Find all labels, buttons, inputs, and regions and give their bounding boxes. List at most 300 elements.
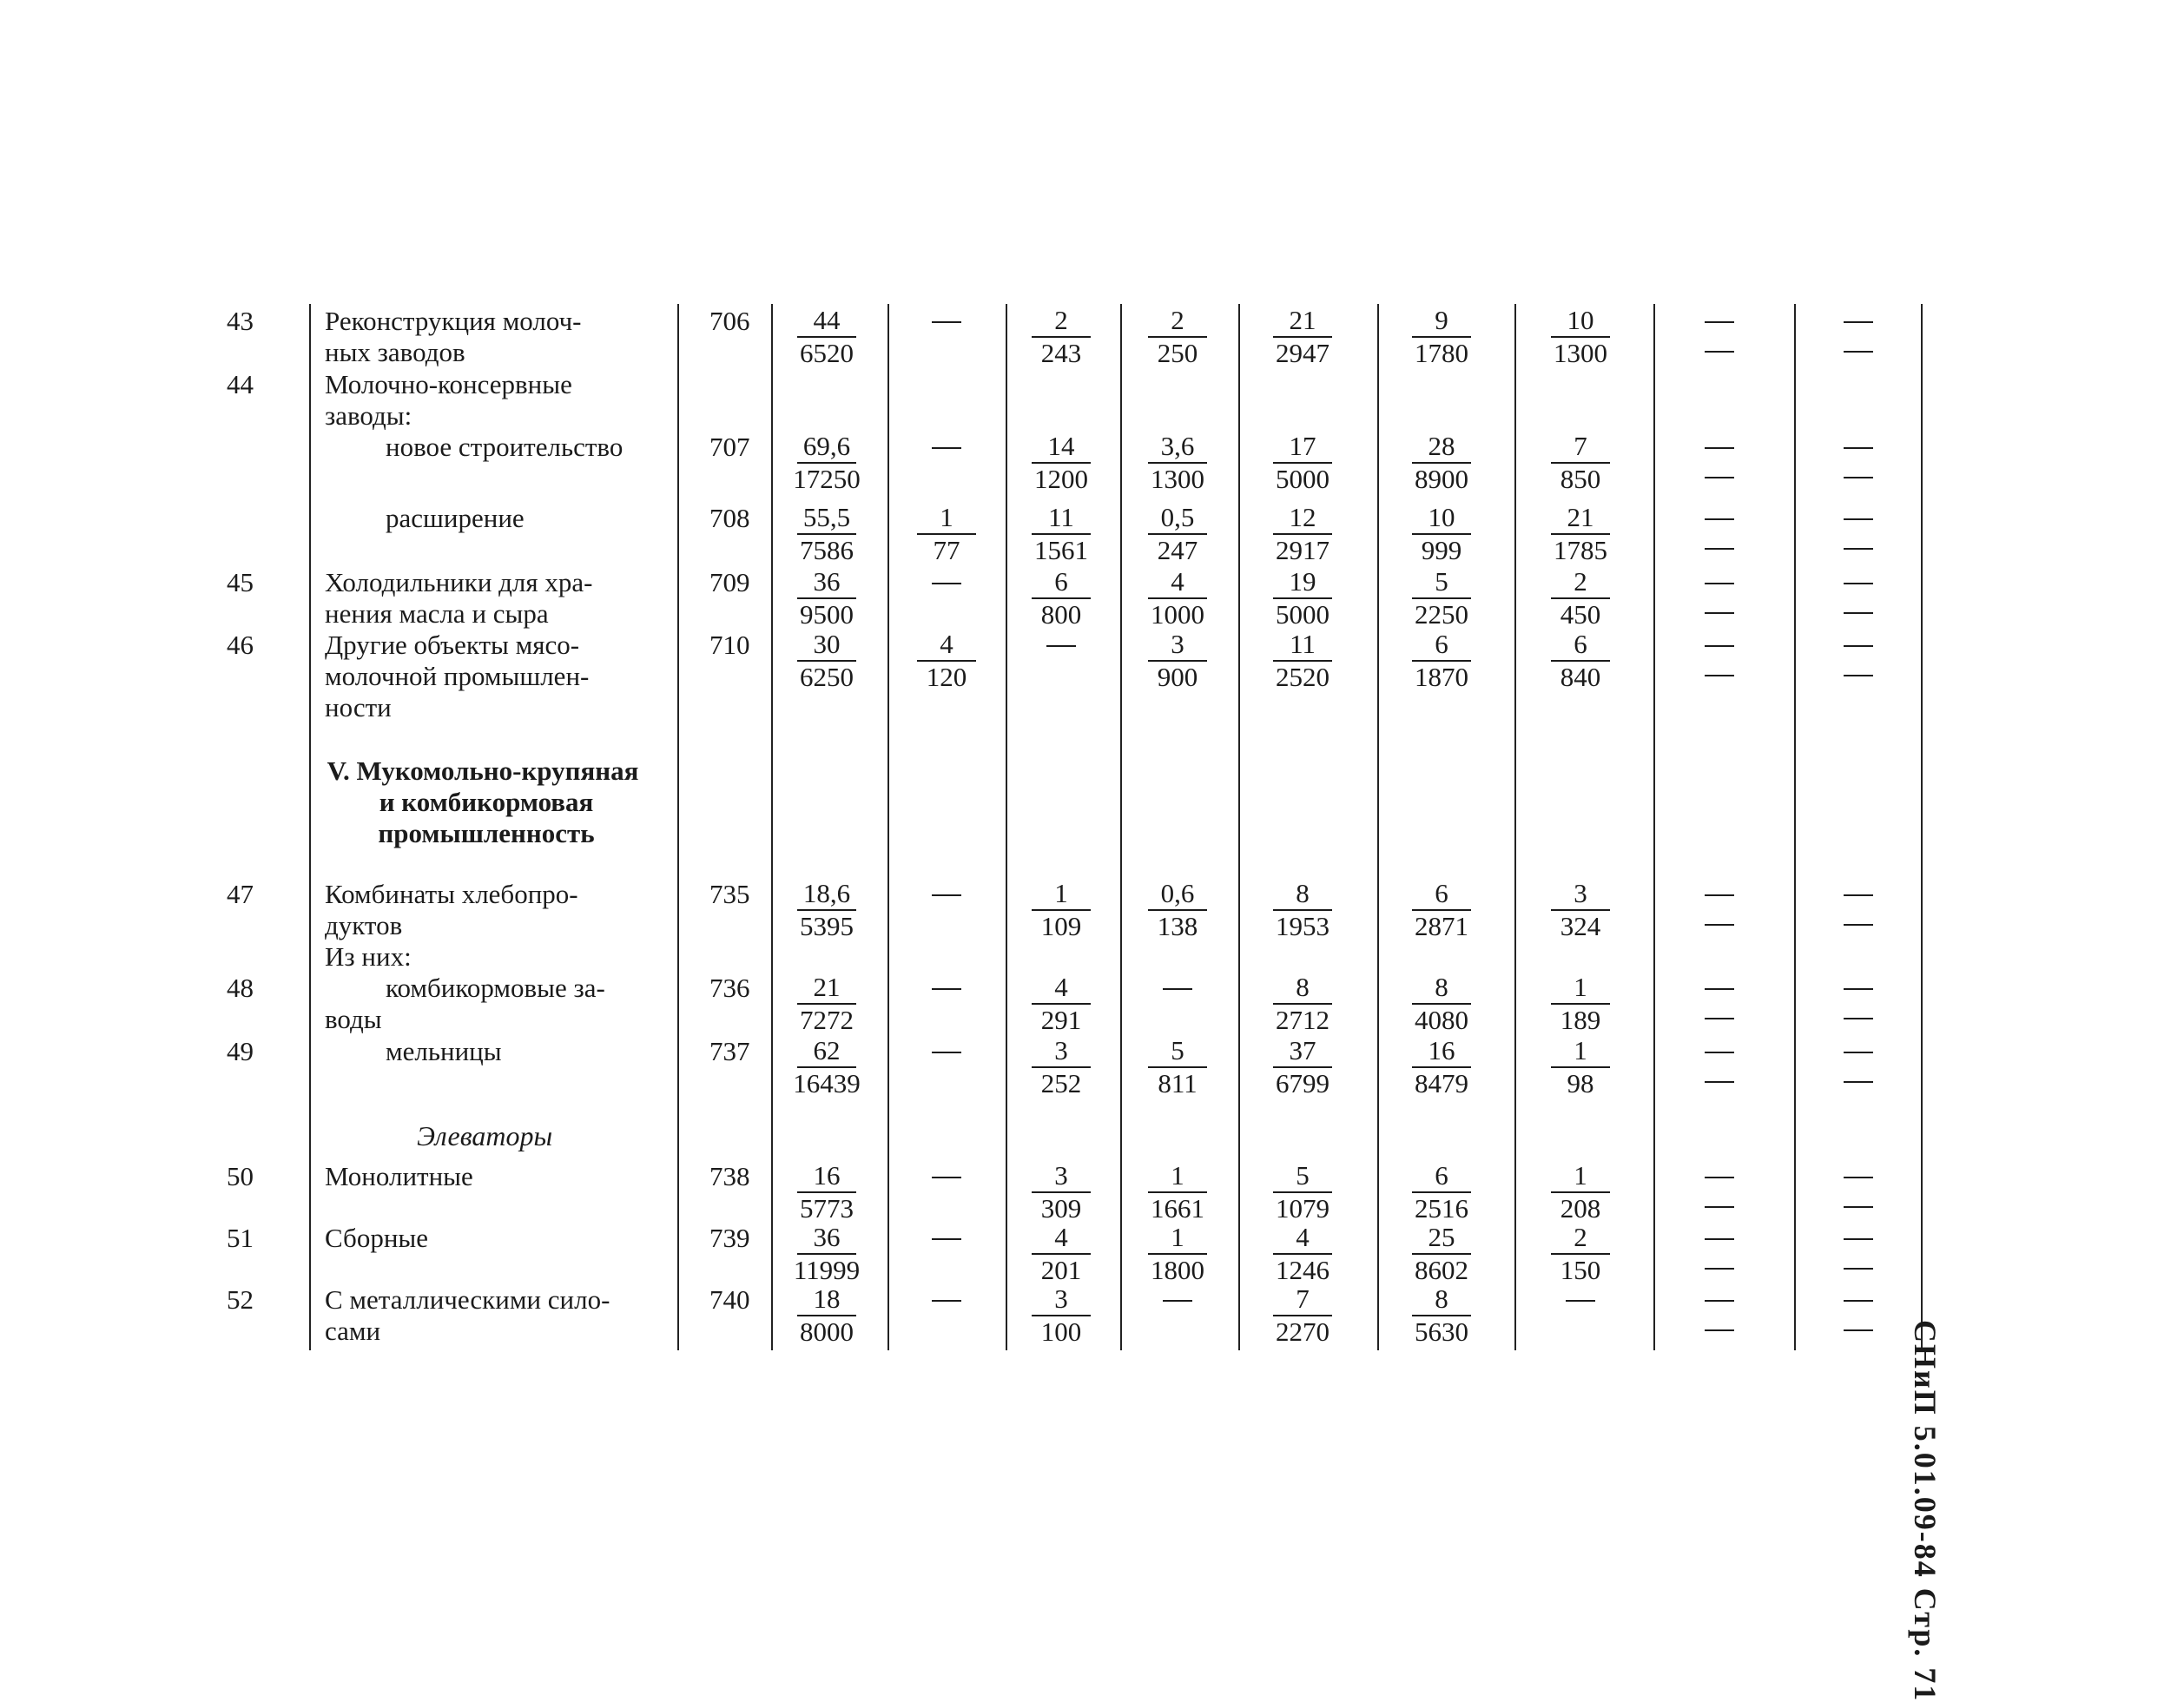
denominator: 324 (1560, 911, 1601, 941)
dash-cell (1705, 1300, 1734, 1302)
dash-cell (1705, 1206, 1734, 1208)
row-code: 706 (709, 306, 750, 336)
fraction-cell (1250, 567, 1355, 630)
numerator: 55,5 (802, 502, 851, 532)
dash-cell (1705, 548, 1734, 550)
denominator: 999 (1421, 535, 1462, 565)
denominator: 2270 (1276, 1316, 1330, 1347)
dash-cell (1705, 612, 1734, 614)
numerator: 17 (1289, 431, 1316, 461)
denominator: 850 (1560, 464, 1601, 494)
row-number: 52 (227, 1284, 254, 1315)
numerator: 6 (1054, 566, 1068, 597)
denominator: 252 (1040, 1068, 1082, 1098)
denominator: 450 (1560, 599, 1601, 630)
fraction-cell (1389, 1036, 1494, 1098)
dash-cell (1844, 894, 1873, 896)
row-label: нения масла и сыра (325, 598, 549, 629)
dash-cell (1705, 988, 1734, 990)
denominator: 5000 (1276, 599, 1330, 630)
fraction-cell (1250, 306, 1355, 368)
dash-cell (1844, 447, 1873, 449)
fraction-cell (894, 630, 999, 692)
dash-cell (1705, 1268, 1734, 1270)
dash-cell (1844, 612, 1873, 614)
numerator: 2 (1054, 305, 1068, 335)
fraction-cell (1250, 503, 1355, 565)
dash-cell (1844, 1018, 1873, 1019)
dash-cell (1705, 583, 1734, 584)
fraction-cell (1528, 879, 1633, 941)
numerator: 9 (1435, 305, 1448, 335)
denominator: 16439 (793, 1068, 861, 1098)
denominator: 8000 (800, 1316, 854, 1347)
fraction-cell (1528, 503, 1633, 565)
dash-cell (1844, 351, 1873, 353)
numerator: 37 (1289, 1035, 1316, 1065)
denominator: 138 (1157, 911, 1198, 941)
dash-cell (1844, 675, 1873, 676)
fraction-cell (775, 630, 879, 692)
dash-cell (932, 447, 961, 449)
fraction-cell (775, 567, 879, 630)
denominator: 9500 (800, 599, 854, 630)
dash-cell (1163, 1300, 1192, 1302)
fraction-cell (1125, 503, 1230, 565)
fraction-cell (1528, 1036, 1633, 1098)
fraction-cell (1009, 879, 1113, 941)
column-rule (677, 304, 679, 1350)
dash-cell (1705, 675, 1734, 676)
column-rule (309, 304, 311, 1350)
dash-cell (1844, 988, 1873, 990)
denominator: 1870 (1415, 662, 1468, 692)
row-label: Из них: (325, 941, 412, 972)
row-code: 710 (709, 630, 750, 660)
denominator: 77 (933, 535, 960, 565)
denominator: 6250 (800, 662, 854, 692)
denominator: 5773 (800, 1193, 854, 1224)
dash-cell (1705, 447, 1734, 449)
subheading: Элеваторы (417, 1120, 553, 1151)
numerator: 3 (1054, 1035, 1068, 1065)
row-label: воды (325, 1004, 382, 1034)
denominator: 8900 (1415, 464, 1468, 494)
fraction-cell (1125, 306, 1230, 368)
fraction-cell (1389, 567, 1494, 630)
row-code: 739 (709, 1223, 750, 1253)
section-heading: V. Мукомольно-крупяная (327, 755, 639, 786)
denominator: 243 (1040, 338, 1082, 368)
denominator: 1079 (1276, 1193, 1330, 1224)
numerator: 11 (1048, 502, 1074, 532)
dash-cell (1844, 1329, 1873, 1331)
dash-cell (1705, 1329, 1734, 1331)
dash-cell (1844, 1206, 1873, 1208)
denominator: 1300 (1151, 464, 1204, 494)
row-label: ности (325, 692, 392, 722)
numerator: 3 (1171, 629, 1184, 659)
row-label: комбикормовые за- (386, 973, 605, 1003)
numerator: 6 (1574, 629, 1587, 659)
fraction-cell (1125, 630, 1230, 692)
numerator: 6 (1435, 629, 1448, 659)
numerator: 2 (1574, 566, 1587, 597)
row-label: Молочно-консервные (325, 369, 572, 399)
fraction-cell (1009, 1223, 1113, 1285)
column-rule (1006, 304, 1007, 1350)
row-code: 740 (709, 1284, 750, 1315)
section-heading: промышленность (378, 818, 595, 848)
dash-cell (1705, 1081, 1734, 1083)
numerator: 0,5 (1160, 502, 1195, 532)
fraction-cell (1389, 630, 1494, 692)
fraction-cell (1528, 630, 1633, 692)
denominator: 1780 (1415, 338, 1468, 368)
numerator: 6 (1435, 1160, 1448, 1191)
numerator: 3,6 (1160, 431, 1195, 461)
dash-cell (1705, 1018, 1734, 1019)
numerator: 3 (1574, 878, 1587, 908)
dash-cell (1844, 321, 1873, 323)
dash-cell (932, 988, 961, 990)
numerator: 44 (813, 305, 841, 335)
denominator: 1300 (1554, 338, 1607, 368)
fraction-cell (1009, 432, 1113, 494)
row-label: молочной промышлен- (325, 661, 590, 691)
numerator: 16 (1428, 1035, 1455, 1065)
denominator: 1661 (1151, 1193, 1204, 1224)
fraction-cell (1250, 1036, 1355, 1098)
denominator: 900 (1157, 662, 1198, 692)
dash-cell (1705, 518, 1734, 520)
fraction-cell (1528, 1223, 1633, 1285)
row-code: 709 (709, 567, 750, 597)
row-label: Комбинаты хлебопро- (325, 879, 578, 909)
numerator: 62 (813, 1035, 841, 1065)
row-label: дуктов (325, 910, 403, 940)
dash-cell (1844, 924, 1873, 926)
numerator: 25 (1428, 1222, 1455, 1252)
fraction-cell (1389, 1161, 1494, 1224)
numerator: 10 (1428, 502, 1455, 532)
denominator: 5395 (800, 911, 854, 941)
dash-cell (1163, 988, 1192, 990)
numerator: 21 (1289, 305, 1316, 335)
dash-cell (1844, 1300, 1873, 1302)
dash-cell (932, 1052, 961, 1053)
numerator: 0,6 (1160, 878, 1195, 908)
row-number: 43 (227, 306, 254, 336)
dash-cell (1844, 1268, 1873, 1270)
denominator: 840 (1560, 662, 1601, 692)
row-number: 49 (227, 1036, 254, 1066)
column-rule (771, 304, 773, 1350)
denominator: 201 (1040, 1255, 1082, 1285)
row-label: ных заводов (325, 337, 465, 367)
row-code: 737 (709, 1036, 750, 1066)
numerator: 69,6 (802, 431, 851, 461)
dash-cell (1844, 1177, 1873, 1178)
fraction-cell (1528, 432, 1633, 494)
dash-cell (1844, 1238, 1873, 1240)
fraction-cell (775, 503, 879, 565)
dash-cell (932, 1177, 961, 1178)
denominator: 1800 (1151, 1255, 1204, 1285)
row-label: новое строительство (386, 432, 624, 462)
denominator: 4080 (1415, 1005, 1468, 1035)
numerator: 28 (1428, 431, 1455, 461)
numerator: 7 (1296, 1283, 1310, 1314)
fraction-cell (1250, 1223, 1355, 1285)
numerator: 14 (1047, 431, 1075, 461)
row-label: расширение (386, 503, 525, 533)
fraction-cell (1389, 879, 1494, 941)
row-code: 738 (709, 1161, 750, 1191)
numerator: 1 (1574, 1160, 1587, 1191)
denominator: 1785 (1554, 535, 1607, 565)
dash-cell (1705, 645, 1734, 647)
numerator: 2 (1171, 305, 1184, 335)
denominator: 98 (1567, 1068, 1594, 1098)
denominator: 2250 (1415, 599, 1468, 630)
denominator: 2520 (1276, 662, 1330, 692)
numerator: 3 (1054, 1160, 1068, 1191)
column-rule (1514, 304, 1516, 1350)
numerator: 1 (940, 502, 953, 532)
fraction-cell (1389, 306, 1494, 368)
row-code: 735 (709, 879, 750, 909)
fraction-cell (775, 1036, 879, 1098)
denominator: 1000 (1151, 599, 1204, 630)
numerator: 4 (1054, 972, 1068, 1002)
fraction-cell (1125, 879, 1230, 941)
numerator: 5 (1435, 566, 1448, 597)
denominator: 8602 (1415, 1255, 1468, 1285)
numerator: 7 (1574, 431, 1587, 461)
numerator: 19 (1289, 566, 1316, 597)
denominator: 1953 (1276, 911, 1330, 941)
row-label: С металлическими сило- (325, 1284, 610, 1315)
denominator: 2871 (1415, 911, 1468, 941)
fraction-cell (1389, 1223, 1494, 1285)
numerator: 4 (1171, 566, 1184, 597)
numerator: 21 (1567, 502, 1594, 532)
fraction-cell (1250, 630, 1355, 692)
numerator: 8 (1435, 972, 1448, 1002)
denominator: 2917 (1276, 535, 1330, 565)
row-code: 736 (709, 973, 750, 1003)
fraction-cell (1009, 567, 1113, 630)
column-rule (1377, 304, 1379, 1350)
dash-cell (1844, 645, 1873, 647)
fraction-cell (775, 1284, 879, 1347)
dash-cell (1046, 645, 1076, 647)
fraction-cell (1389, 1284, 1494, 1347)
row-number: 50 (227, 1161, 254, 1191)
row-label: Монолитные (325, 1161, 473, 1191)
column-rule (887, 304, 889, 1350)
denominator: 5630 (1415, 1316, 1468, 1347)
denominator: 2712 (1276, 1005, 1330, 1035)
denominator: 189 (1560, 1005, 1601, 1035)
numerator: 1 (1574, 972, 1587, 1002)
dash-cell (932, 321, 961, 323)
numerator: 36 (813, 1222, 841, 1252)
denominator: 208 (1560, 1193, 1601, 1224)
numerator: 4 (940, 629, 953, 659)
fraction-cell (894, 503, 999, 565)
row-code: 707 (709, 432, 750, 462)
column-rule (1120, 304, 1122, 1350)
row-number: 51 (227, 1223, 254, 1253)
fraction-cell (1125, 567, 1230, 630)
dash-cell (932, 583, 961, 584)
fraction-cell (1250, 432, 1355, 494)
numerator: 36 (813, 566, 841, 597)
denominator: 1561 (1034, 535, 1088, 565)
dash-cell (1566, 1300, 1595, 1302)
row-label: заводы: (325, 400, 412, 431)
row-code: 708 (709, 503, 750, 533)
fraction-cell (1389, 503, 1494, 565)
numerator: 1 (1574, 1035, 1587, 1065)
numerator: 10 (1567, 305, 1594, 335)
fraction-cell (1125, 1223, 1230, 1285)
dash-cell (1705, 1177, 1734, 1178)
dash-cell (1705, 1238, 1734, 1240)
row-number: 44 (227, 369, 254, 399)
dash-cell (1844, 477, 1873, 478)
column-rule (1653, 304, 1655, 1350)
denominator: 6520 (800, 338, 854, 368)
side-caption: СНиП 5.01.09-84 Стр. 71 (1908, 1320, 1943, 1702)
numerator: 6 (1435, 878, 1448, 908)
denominator: 250 (1157, 338, 1198, 368)
denominator: 5000 (1276, 464, 1330, 494)
denominator: 2516 (1415, 1193, 1468, 1224)
column-rule (1794, 304, 1796, 1350)
denominator: 100 (1040, 1316, 1082, 1347)
denominator: 7272 (800, 1005, 854, 1035)
fraction-cell (1125, 432, 1230, 494)
row-number: 46 (227, 630, 254, 660)
fraction-cell (1125, 1161, 1230, 1224)
denominator: 291 (1040, 1005, 1082, 1035)
fraction-cell (1389, 432, 1494, 494)
fraction-cell (1250, 973, 1355, 1035)
dash-cell (1844, 548, 1873, 550)
row-label: мельницы (386, 1036, 502, 1066)
denominator: 120 (926, 662, 967, 692)
numerator: 30 (813, 629, 841, 659)
denominator: 2947 (1276, 338, 1330, 368)
dash-cell (1844, 518, 1873, 520)
fraction-cell (1528, 1161, 1633, 1224)
numerator: 21 (813, 972, 841, 1002)
denominator: 8479 (1415, 1068, 1468, 1098)
denominator: 309 (1040, 1193, 1082, 1224)
fraction-cell (1528, 567, 1633, 630)
numerator: 4 (1296, 1222, 1310, 1252)
numerator: 2 (1574, 1222, 1587, 1252)
numerator: 1 (1171, 1160, 1184, 1191)
row-label: Реконструкция молоч- (325, 306, 582, 336)
column-rule (1921, 304, 1923, 1350)
denominator: 800 (1040, 599, 1082, 630)
column-rule (1238, 304, 1240, 1350)
numerator: 8 (1296, 878, 1310, 908)
dash-cell (1844, 1052, 1873, 1053)
numerator: 1 (1171, 1222, 1184, 1252)
denominator: 150 (1560, 1255, 1601, 1285)
numerator: 4 (1054, 1222, 1068, 1252)
denominator: 247 (1157, 535, 1198, 565)
fraction-cell (775, 1161, 879, 1224)
dash-cell (1705, 351, 1734, 353)
dash-cell (932, 1238, 961, 1240)
numerator: 11 (1290, 629, 1316, 659)
numerator: 5 (1171, 1035, 1184, 1065)
numerator: 16 (813, 1160, 841, 1191)
dash-cell (1705, 894, 1734, 896)
fraction-cell (775, 973, 879, 1035)
denominator: 811 (1158, 1068, 1198, 1098)
fraction-cell (1528, 973, 1633, 1035)
dash-cell (1705, 924, 1734, 926)
denominator: 7586 (800, 535, 854, 565)
row-label: Другие объекты мясо- (325, 630, 580, 660)
fraction-cell (775, 879, 879, 941)
dash-cell (1844, 1081, 1873, 1083)
numerator: 1 (1054, 878, 1068, 908)
fraction-cell (1250, 1284, 1355, 1347)
dash-cell (1844, 583, 1873, 584)
numerator: 12 (1289, 502, 1316, 532)
fraction-cell (1125, 1036, 1230, 1098)
numerator: 18 (813, 1283, 841, 1314)
denominator: 109 (1040, 911, 1082, 941)
numerator: 3 (1054, 1283, 1068, 1314)
row-label: Холодильники для хра- (325, 567, 593, 597)
section-heading: и комбикормовая (379, 787, 594, 817)
dash-cell (1705, 477, 1734, 478)
fraction-cell (1009, 1161, 1113, 1224)
fraction-cell (775, 306, 879, 368)
row-label: сами (325, 1316, 381, 1346)
fraction-cell (1528, 306, 1633, 368)
fraction-cell (775, 432, 879, 494)
row-label: Сборные (325, 1223, 429, 1253)
denominator: 1200 (1034, 464, 1088, 494)
row-number: 45 (227, 567, 254, 597)
numerator: 18,6 (802, 878, 851, 908)
fraction-cell (1009, 503, 1113, 565)
fraction-cell (1389, 973, 1494, 1035)
row-number: 47 (227, 879, 254, 909)
denominator: 17250 (793, 464, 861, 494)
denominator: 11999 (793, 1255, 861, 1285)
denominator: 6799 (1276, 1068, 1330, 1098)
fraction-cell (1250, 1161, 1355, 1224)
denominator: 1246 (1276, 1255, 1330, 1285)
dash-cell (1705, 1052, 1734, 1053)
fraction-cell (1009, 1284, 1113, 1347)
fraction-cell (1009, 1036, 1113, 1098)
dash-cell (1705, 321, 1734, 323)
fraction-cell (1009, 306, 1113, 368)
row-number: 48 (227, 973, 254, 1003)
